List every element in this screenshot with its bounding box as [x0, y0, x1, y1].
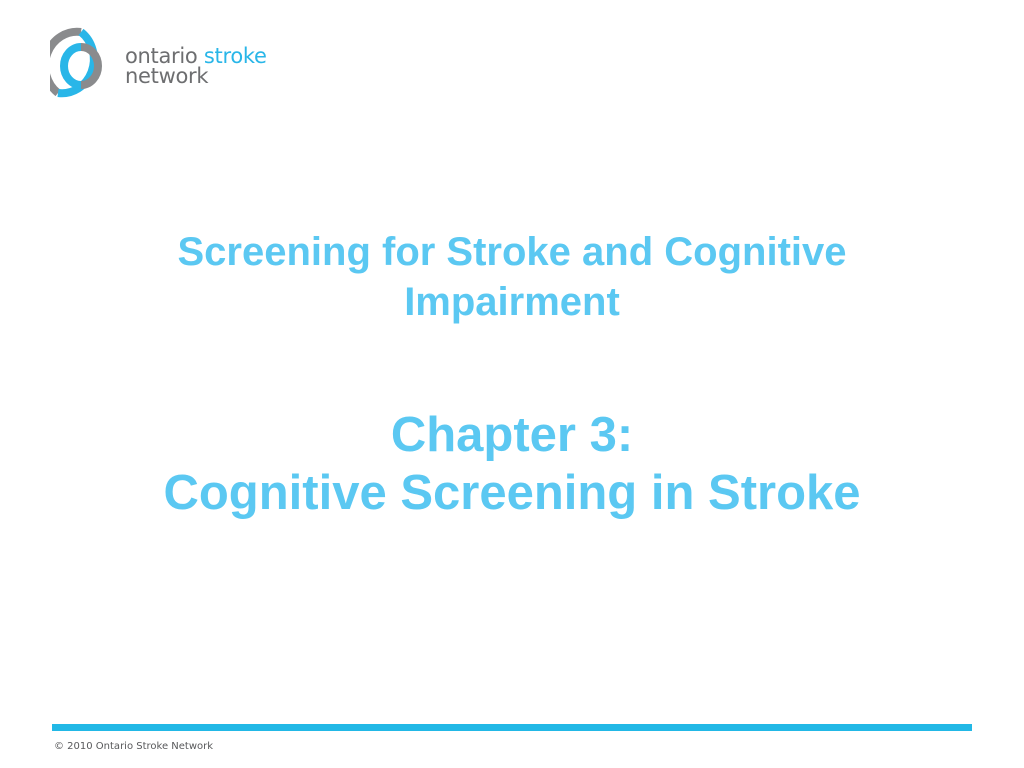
- slide-title-line-2: Impairment: [404, 280, 620, 324]
- logo-word-network: network: [125, 64, 209, 88]
- footer-divider: [52, 724, 972, 731]
- circle-logo-icon: [50, 27, 112, 105]
- logo-wordmark: [125, 46, 267, 86]
- chapter-heading-line-1: Chapter 3:: [390, 408, 634, 462]
- slide-title-line-1: Screening for Stroke and Cognitive: [177, 230, 847, 274]
- slide-title: [62, 227, 962, 327]
- ontario-stroke-network-logo: [50, 27, 267, 105]
- chapter-heading-line-2: Cognitive Screening in Stroke: [163, 466, 861, 520]
- logo-word-ontario: ontario: [125, 44, 198, 68]
- logo-word-stroke: stroke: [203, 44, 267, 68]
- chapter-heading: [62, 406, 962, 522]
- footer-copyright: © 2010 Ontario Stroke Network: [54, 741, 214, 752]
